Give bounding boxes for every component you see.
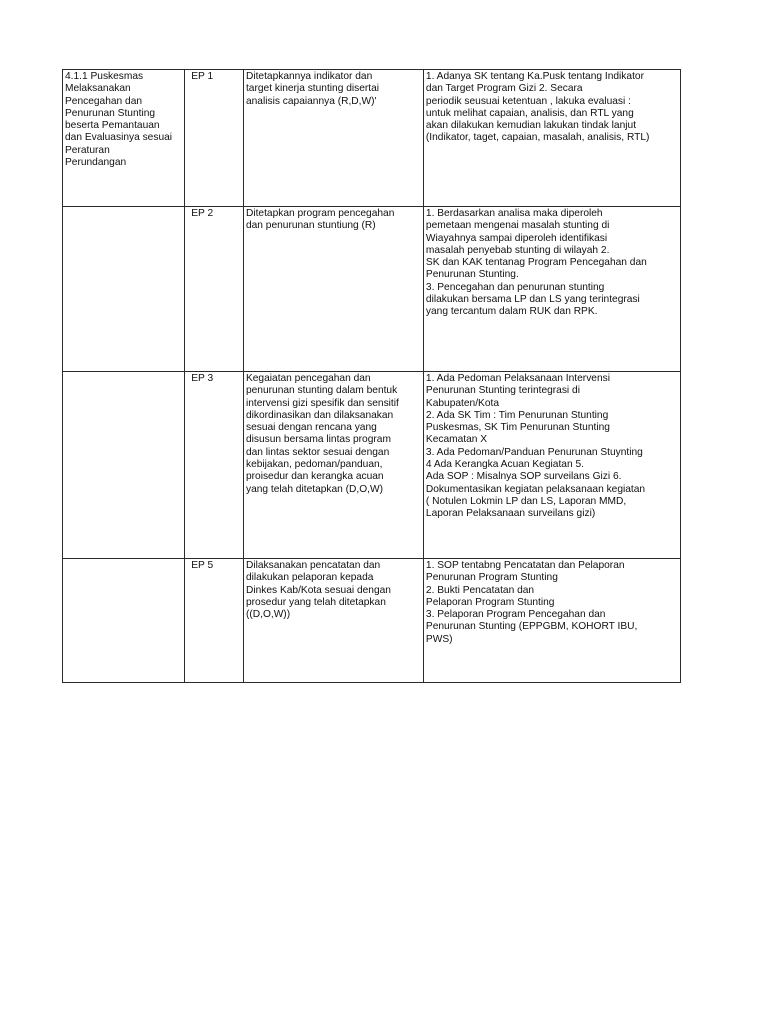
ep-description: Ditetapkannya indikator dan target kinerja stunting disertai analisis capaiannya (R,D,W)' <box>243 70 423 207</box>
accreditation-table <box>62 69 681 683</box>
ep-label: EP 3 <box>185 372 244 559</box>
standard-cell: 4.1.1 Puskesmas Melaksanakan Pencegahan dan Penurunan Stunting beserta Pemantauan dan Evaluasinya sesuai Peraturan Perundangan <box>63 70 185 207</box>
table-row <box>63 372 681 559</box>
ep-description: Ditetapkan program pencegahan dan penurunan stuntiung (R) <box>243 207 423 372</box>
ep-label: EP 2 <box>185 207 244 372</box>
standard-cell-empty <box>63 559 185 683</box>
standard-cell-empty <box>63 207 185 372</box>
ep-label: EP 5 <box>185 559 244 683</box>
table-row <box>63 207 681 372</box>
ep-documents: 1. Ada Pedoman Pelaksanaan Intervensi Penurunan Stunting terintegrasi di Kabupaten/Kota 2. Ada SK Tim : Tim Penurunan Stunting Puskesmas, SK Tim Penurunan Stunting Kecamatan X 3. Ada Pedoman/Panduan Penurunan Stuynting 4 Ada Kerangka Acuan Kegiatan 5. Ada SOP : Misalnya SOP surveilans Gizi 6. Dokumentasikan kegiatan pelaksanaan kegiatan ( Notulen Lokmin LP dan LS, Laporan MMD, Laporan Pelaksanaan surveilans gizi) <box>423 372 680 559</box>
ep-documents: 1. Adanya SK tentang Ka.Pusk tentang Indikator dan Target Program Gizi 2. Secara periodik seusuai ketentuan , lakuka evaluasi : untuk melihat capaian, analisis, dan RTL yang akan dilakukan kemudian lakukan tindak lanjut (Indikator, taget, capaian, masalah, analisis, RTL) <box>423 70 680 207</box>
ep-documents: 1. SOP tentabng Pencatatan dan Pelaporan Penurunan Program Stunting 2. Bukti Pencatatan dan Pelaporan Program Stunting 3. Pelaporan Program Pencegahan dan Penurunan Stunting (EPPGBM, KOHORT IBU, PWS) <box>423 559 680 683</box>
standard-cell-empty <box>63 372 185 559</box>
ep-documents: 1. Berdasarkan analisa maka diperoleh pemetaan mengenai masalah stunting di Wiayahnya sampai diperoleh identifikasi masalah penyebab stunting di wilayah 2. SK dan KAK tentanag Program Pencegahan dan Penurunan Stunting. 3. Pencegahan dan penurunan stunting dilakukan bersama LP dan LS yang terintegrasi yang tercantum dalam RUK dan RPK. <box>423 207 680 372</box>
ep-description: Dilaksanakan pencatatan dan dilakukan pelaporan kepada Dinkes Kab/Kota sesuai dengan prosedur yang telah ditetapkan ((D,O,W)) <box>243 559 423 683</box>
table-row <box>63 559 681 683</box>
ep-description: Kegaiatan pencegahan dan penurunan stunting dalam bentuk intervensi gizi spesifik dan sensitif dikordinasikan dan dilaksanakan sesuai dengan rencana yang disusun bersama lintas program dan lintas sektor sesuai dengan kebijakan, pedoman/panduan, proisedur dan kerangka acuan yang telah ditetapkan (D,O,W) <box>243 372 423 559</box>
ep-label: EP 1 <box>185 70 244 207</box>
table-row <box>63 70 681 207</box>
